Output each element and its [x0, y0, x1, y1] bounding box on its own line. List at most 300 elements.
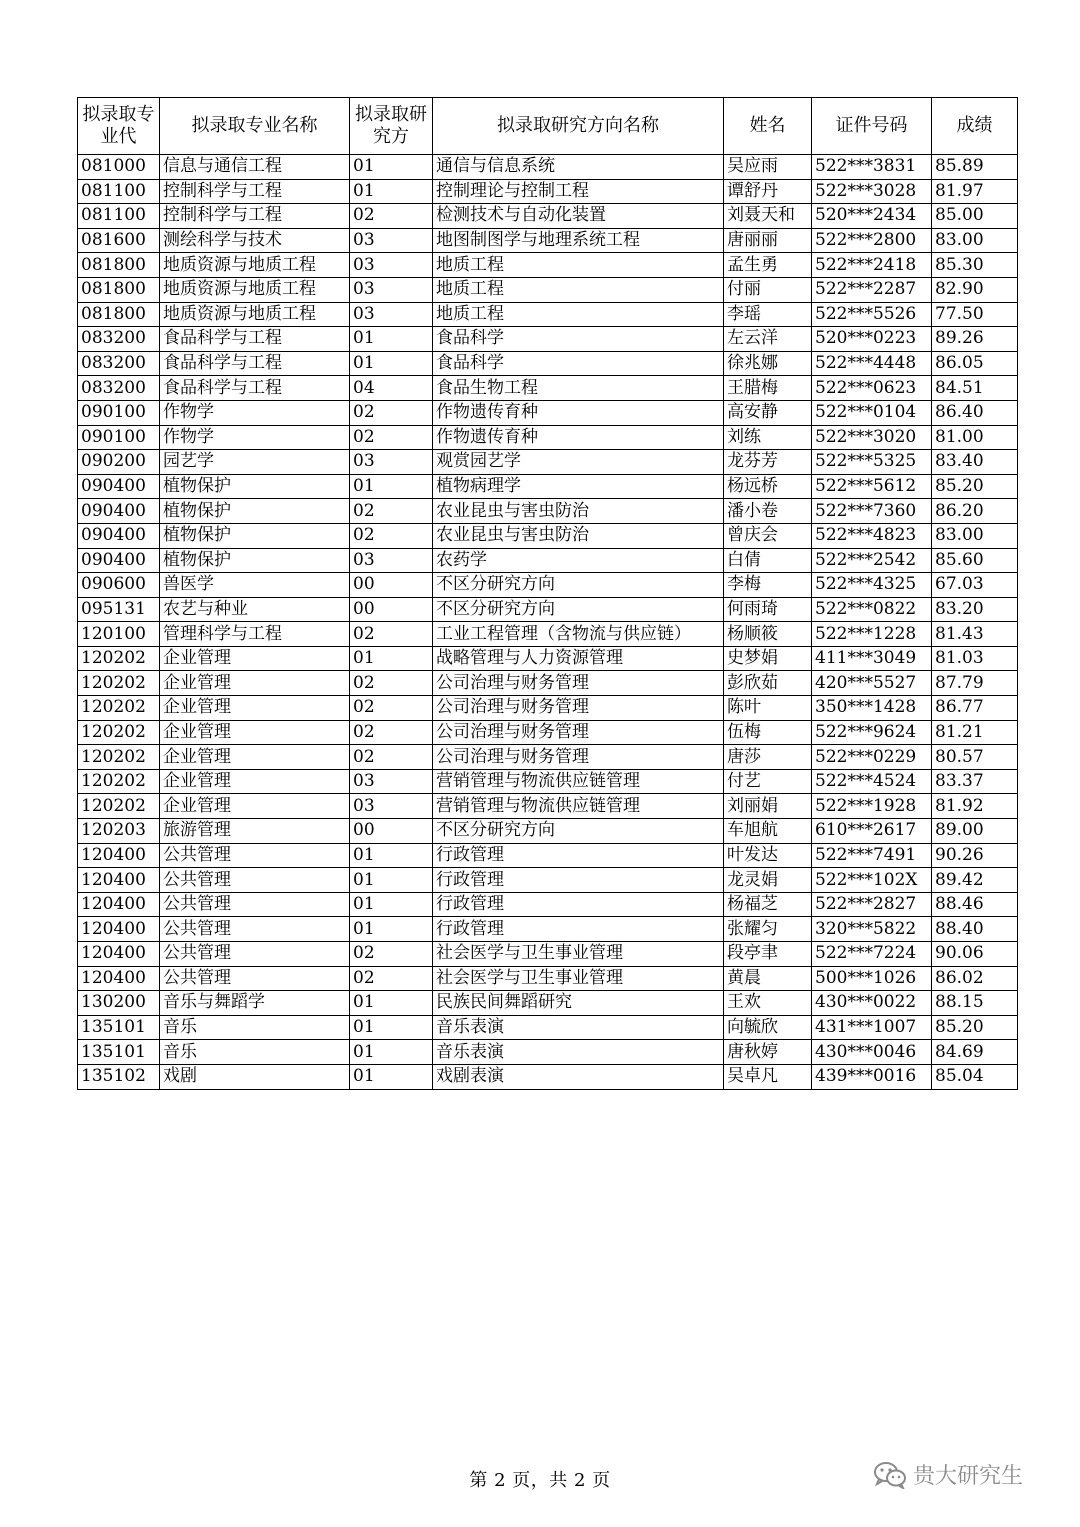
table-row	[78, 942, 1018, 967]
name-cell: 左云洋	[724, 327, 812, 352]
table-row	[78, 892, 1018, 917]
direction-name-cell: 公司治理与财务管理	[433, 720, 724, 745]
score-cell: 84.51	[932, 376, 1018, 401]
major-code-cell: 090400	[78, 548, 160, 573]
name-cell: 曾庆会	[724, 523, 812, 548]
score-cell: 84.69	[932, 1040, 1018, 1065]
score-cell: 88.46	[932, 892, 1018, 917]
major-name-cell: 控制科学与工程	[160, 204, 350, 229]
major-name-cell: 公共管理	[160, 843, 350, 868]
direction-name-cell: 营销管理与物流供应链管理	[433, 794, 724, 819]
name-cell: 伍梅	[724, 720, 812, 745]
major-code-cell: 090200	[78, 450, 160, 475]
table-row	[78, 917, 1018, 942]
name-cell: 吴应雨	[724, 155, 812, 180]
table-row	[78, 868, 1018, 893]
direction-name-cell: 作物遗传育种	[433, 425, 724, 450]
table-row	[78, 696, 1018, 721]
major-name-cell: 企业管理	[160, 646, 350, 671]
id-number-cell: 522***5325	[812, 450, 932, 475]
table-row	[78, 966, 1018, 991]
direction-name-cell: 食品生物工程	[433, 376, 724, 401]
table-row	[78, 573, 1018, 598]
major-code-cell: 095131	[78, 597, 160, 622]
direction-code-cell: 03	[350, 450, 433, 475]
name-cell: 张耀匀	[724, 917, 812, 942]
name-cell: 李瑶	[724, 302, 812, 327]
score-cell: 85.20	[932, 1015, 1018, 1040]
table-row	[78, 253, 1018, 278]
watermark	[873, 1459, 1023, 1490]
name-cell: 唐丽丽	[724, 228, 812, 253]
id-number-cell: 430***0022	[812, 991, 932, 1016]
major-code-cell: 081800	[78, 302, 160, 327]
major-name-cell: 戏剧	[160, 1064, 350, 1089]
direction-code-cell: 02	[350, 720, 433, 745]
header-score: 成绩	[932, 98, 1018, 155]
header-id-number: 证件号码	[812, 98, 932, 155]
table-row	[78, 179, 1018, 204]
table-row	[78, 277, 1018, 302]
direction-name-cell: 行政管理	[433, 917, 724, 942]
major-name-cell: 公共管理	[160, 868, 350, 893]
table-row	[78, 646, 1018, 671]
direction-name-cell: 营销管理与物流供应链管理	[433, 769, 724, 794]
major-name-cell: 信息与通信工程	[160, 155, 350, 180]
score-cell: 81.21	[932, 720, 1018, 745]
major-name-cell: 食品科学与工程	[160, 327, 350, 352]
score-cell: 81.00	[932, 425, 1018, 450]
id-number-cell: 522***3028	[812, 179, 932, 204]
id-number-cell: 522***1228	[812, 622, 932, 647]
id-number-cell: 500***1026	[812, 966, 932, 991]
direction-code-cell: 00	[350, 573, 433, 598]
direction-code-cell: 03	[350, 253, 433, 278]
name-cell: 杨远桥	[724, 474, 812, 499]
direction-code-cell: 03	[350, 228, 433, 253]
name-cell: 叶发达	[724, 843, 812, 868]
id-number-cell: 320***5822	[812, 917, 932, 942]
score-cell: 81.43	[932, 622, 1018, 647]
score-cell: 67.03	[932, 573, 1018, 598]
direction-code-cell: 02	[350, 745, 433, 770]
name-cell: 龙灵娟	[724, 868, 812, 893]
table-row	[78, 1040, 1018, 1065]
direction-name-cell: 不区分研究方向	[433, 573, 724, 598]
direction-code-cell: 02	[350, 696, 433, 721]
major-code-cell: 081800	[78, 277, 160, 302]
table-row	[78, 671, 1018, 696]
major-code-cell: 120400	[78, 942, 160, 967]
major-code-cell: 135102	[78, 1064, 160, 1089]
direction-code-cell: 03	[350, 302, 433, 327]
major-code-cell: 120202	[78, 745, 160, 770]
direction-name-cell: 地质工程	[433, 253, 724, 278]
direction-code-cell: 01	[350, 1015, 433, 1040]
name-cell: 彭欣茹	[724, 671, 812, 696]
major-name-cell: 植物保护	[160, 499, 350, 524]
direction-code-cell: 01	[350, 155, 433, 180]
direction-code-cell: 03	[350, 277, 433, 302]
name-cell: 杨福芝	[724, 892, 812, 917]
name-cell: 段亭聿	[724, 942, 812, 967]
direction-name-cell: 农药学	[433, 548, 724, 573]
major-code-cell: 083200	[78, 327, 160, 352]
major-code-cell: 090600	[78, 573, 160, 598]
direction-name-cell: 农业昆虫与害虫防治	[433, 499, 724, 524]
table-row	[78, 819, 1018, 844]
major-code-cell: 081100	[78, 204, 160, 229]
direction-code-cell: 03	[350, 548, 433, 573]
major-code-cell: 081100	[78, 179, 160, 204]
score-cell: 85.04	[932, 1064, 1018, 1089]
score-cell: 81.92	[932, 794, 1018, 819]
direction-name-cell: 战略管理与人力资源管理	[433, 646, 724, 671]
table-row	[78, 843, 1018, 868]
direction-name-cell: 戏剧表演	[433, 1064, 724, 1089]
name-cell: 刘丽娟	[724, 794, 812, 819]
major-name-cell: 测绘科学与技术	[160, 228, 350, 253]
id-number-cell: 520***0223	[812, 327, 932, 352]
name-cell: 刘练	[724, 425, 812, 450]
major-name-cell: 旅游管理	[160, 819, 350, 844]
direction-name-cell: 不区分研究方向	[433, 819, 724, 844]
major-name-cell: 食品科学与工程	[160, 376, 350, 401]
direction-code-cell: 01	[350, 843, 433, 868]
direction-name-cell: 通信与信息系统	[433, 155, 724, 180]
direction-name-cell: 音乐表演	[433, 1040, 724, 1065]
id-number-cell: 522***2827	[812, 892, 932, 917]
major-code-cell: 120202	[78, 646, 160, 671]
major-code-cell: 081000	[78, 155, 160, 180]
major-code-cell: 090400	[78, 474, 160, 499]
name-cell: 杨顺筱	[724, 622, 812, 647]
major-name-cell: 作物学	[160, 400, 350, 425]
major-code-cell: 120202	[78, 794, 160, 819]
name-cell: 唐秋婷	[724, 1040, 812, 1065]
table-row	[78, 351, 1018, 376]
major-name-cell: 地质资源与地质工程	[160, 302, 350, 327]
major-code-cell: 081600	[78, 228, 160, 253]
table-row	[78, 450, 1018, 475]
score-cell: 86.05	[932, 351, 1018, 376]
score-cell: 88.40	[932, 917, 1018, 942]
score-cell: 86.02	[932, 966, 1018, 991]
direction-name-cell: 地质工程	[433, 302, 724, 327]
major-code-cell: 120400	[78, 843, 160, 868]
id-number-cell: 522***5612	[812, 474, 932, 499]
direction-code-cell: 01	[350, 474, 433, 499]
direction-code-cell: 01	[350, 351, 433, 376]
score-cell: 81.97	[932, 179, 1018, 204]
id-number-cell: 522***3831	[812, 155, 932, 180]
score-cell: 83.20	[932, 597, 1018, 622]
name-cell: 孟生勇	[724, 253, 812, 278]
table-row	[78, 622, 1018, 647]
major-name-cell: 作物学	[160, 425, 350, 450]
id-number-cell: 522***7360	[812, 499, 932, 524]
major-name-cell: 公共管理	[160, 966, 350, 991]
direction-name-cell: 地图制图学与地理系统工程	[433, 228, 724, 253]
score-cell: 88.15	[932, 991, 1018, 1016]
table-row	[78, 720, 1018, 745]
major-code-cell: 130200	[78, 991, 160, 1016]
id-number-cell: 522***4325	[812, 573, 932, 598]
direction-name-cell: 观赏园艺学	[433, 450, 724, 475]
score-cell: 83.37	[932, 769, 1018, 794]
name-cell: 吴卓凡	[724, 1064, 812, 1089]
header-row	[78, 98, 1018, 155]
direction-code-cell: 02	[350, 204, 433, 229]
score-cell: 81.03	[932, 646, 1018, 671]
direction-name-cell: 工业工程管理（含物流与供应链）	[433, 622, 724, 647]
major-name-cell: 园艺学	[160, 450, 350, 475]
direction-code-cell: 00	[350, 819, 433, 844]
table-row	[78, 597, 1018, 622]
name-cell: 白倩	[724, 548, 812, 573]
name-cell: 谭舒丹	[724, 179, 812, 204]
id-number-cell: 439***0016	[812, 1064, 932, 1089]
id-number-cell: 430***0046	[812, 1040, 932, 1065]
direction-name-cell: 公司治理与财务管理	[433, 745, 724, 770]
direction-name-cell: 食品科学	[433, 327, 724, 352]
direction-name-cell: 农业昆虫与害虫防治	[433, 523, 724, 548]
score-cell: 86.77	[932, 696, 1018, 721]
page-footer: 第 2 页，共 2 页	[469, 1470, 611, 1491]
major-name-cell: 企业管理	[160, 794, 350, 819]
id-number-cell: 431***1007	[812, 1015, 932, 1040]
major-code-cell: 135101	[78, 1040, 160, 1065]
major-name-cell: 企业管理	[160, 671, 350, 696]
major-code-cell: 090400	[78, 523, 160, 548]
table-row	[78, 376, 1018, 401]
id-number-cell: 522***3020	[812, 425, 932, 450]
header-major-code: 拟录取专业代	[78, 98, 160, 155]
major-name-cell: 企业管理	[160, 720, 350, 745]
direction-name-cell: 食品科学	[433, 351, 724, 376]
direction-name-cell: 检测技术与自动化装置	[433, 204, 724, 229]
major-name-cell: 公共管理	[160, 942, 350, 967]
id-number-cell: 522***0822	[812, 597, 932, 622]
id-number-cell: 522***4524	[812, 769, 932, 794]
name-cell: 付丽	[724, 277, 812, 302]
major-name-cell: 音乐与舞蹈学	[160, 991, 350, 1016]
id-number-cell: 522***5526	[812, 302, 932, 327]
major-code-cell: 120202	[78, 769, 160, 794]
major-code-cell: 081800	[78, 253, 160, 278]
id-number-cell: 522***2800	[812, 228, 932, 253]
id-number-cell: 522***0623	[812, 376, 932, 401]
direction-name-cell: 民族民间舞蹈研究	[433, 991, 724, 1016]
table-row	[78, 1064, 1018, 1089]
major-name-cell: 管理科学与工程	[160, 622, 350, 647]
direction-code-cell: 02	[350, 942, 433, 967]
direction-name-cell: 公司治理与财务管理	[433, 696, 724, 721]
major-code-cell: 120202	[78, 720, 160, 745]
name-cell: 向毓欣	[724, 1015, 812, 1040]
name-cell: 王腊梅	[724, 376, 812, 401]
id-number-cell: 522***1928	[812, 794, 932, 819]
direction-name-cell: 地质工程	[433, 277, 724, 302]
direction-code-cell: 02	[350, 523, 433, 548]
table-row	[78, 1015, 1018, 1040]
header-major-name: 拟录取专业名称	[160, 98, 350, 155]
major-code-cell: 120203	[78, 819, 160, 844]
direction-code-cell: 04	[350, 376, 433, 401]
major-name-cell: 企业管理	[160, 745, 350, 770]
direction-name-cell: 行政管理	[433, 892, 724, 917]
score-cell: 90.26	[932, 843, 1018, 868]
major-name-cell: 植物保护	[160, 474, 350, 499]
id-number-cell: 522***7224	[812, 942, 932, 967]
table-row	[78, 425, 1018, 450]
major-name-cell: 农艺与种业	[160, 597, 350, 622]
score-cell: 90.06	[932, 942, 1018, 967]
major-name-cell: 地质资源与地质工程	[160, 253, 350, 278]
name-cell: 史梦娟	[724, 646, 812, 671]
table-row	[78, 327, 1018, 352]
score-cell: 85.00	[932, 204, 1018, 229]
direction-name-cell: 行政管理	[433, 843, 724, 868]
name-cell: 付艺	[724, 769, 812, 794]
score-cell: 89.26	[932, 327, 1018, 352]
direction-code-cell: 02	[350, 499, 433, 524]
major-code-cell: 090100	[78, 400, 160, 425]
direction-code-cell: 02	[350, 671, 433, 696]
header-name: 姓名	[724, 98, 812, 155]
major-code-cell: 120202	[78, 671, 160, 696]
id-number-cell: 522***102X	[812, 868, 932, 893]
major-code-cell: 135101	[78, 1015, 160, 1040]
score-cell: 87.79	[932, 671, 1018, 696]
major-code-cell: 090100	[78, 425, 160, 450]
direction-name-cell: 控制理论与控制工程	[433, 179, 724, 204]
id-number-cell: 522***2542	[812, 548, 932, 573]
name-cell: 龙芬芳	[724, 450, 812, 475]
direction-code-cell: 01	[350, 991, 433, 1016]
direction-code-cell: 01	[350, 179, 433, 204]
score-cell: 77.50	[932, 302, 1018, 327]
direction-code-cell: 01	[350, 327, 433, 352]
major-code-cell: 120202	[78, 696, 160, 721]
major-code-cell: 120400	[78, 892, 160, 917]
direction-name-cell: 作物遗传育种	[433, 400, 724, 425]
table-body	[78, 155, 1018, 1090]
name-cell: 王欢	[724, 991, 812, 1016]
table-row	[78, 228, 1018, 253]
direction-name-cell: 植物病理学	[433, 474, 724, 499]
major-code-cell: 120400	[78, 917, 160, 942]
table-row	[78, 523, 1018, 548]
major-name-cell: 音乐	[160, 1015, 350, 1040]
score-cell: 89.00	[932, 819, 1018, 844]
score-cell: 85.60	[932, 548, 1018, 573]
direction-name-cell: 社会医学与卫生事业管理	[433, 966, 724, 991]
direction-name-cell: 公司治理与财务管理	[433, 671, 724, 696]
id-number-cell: 520***2434	[812, 204, 932, 229]
direction-code-cell: 02	[350, 400, 433, 425]
major-name-cell: 企业管理	[160, 696, 350, 721]
score-cell: 83.00	[932, 523, 1018, 548]
id-number-cell: 522***7491	[812, 843, 932, 868]
major-name-cell: 植物保护	[160, 523, 350, 548]
name-cell: 唐莎	[724, 745, 812, 770]
direction-code-cell: 01	[350, 1064, 433, 1089]
table-row	[78, 745, 1018, 770]
major-name-cell: 控制科学与工程	[160, 179, 350, 204]
name-cell: 车旭航	[724, 819, 812, 844]
major-name-cell: 音乐	[160, 1040, 350, 1065]
direction-code-cell: 01	[350, 868, 433, 893]
table-row	[78, 474, 1018, 499]
table-row	[78, 548, 1018, 573]
table-row	[78, 155, 1018, 180]
major-name-cell: 地质资源与地质工程	[160, 277, 350, 302]
direction-code-cell: 00	[350, 597, 433, 622]
table-row	[78, 204, 1018, 229]
major-code-cell: 120100	[78, 622, 160, 647]
id-number-cell: 420***5527	[812, 671, 932, 696]
name-cell: 潘小卷	[724, 499, 812, 524]
major-code-cell: 083200	[78, 351, 160, 376]
major-name-cell: 公共管理	[160, 892, 350, 917]
id-number-cell: 522***9624	[812, 720, 932, 745]
major-name-cell: 兽医学	[160, 573, 350, 598]
direction-code-cell: 02	[350, 425, 433, 450]
major-name-cell: 植物保护	[160, 548, 350, 573]
direction-name-cell: 不区分研究方向	[433, 597, 724, 622]
score-cell: 85.20	[932, 474, 1018, 499]
major-code-cell: 083200	[78, 376, 160, 401]
id-number-cell: 610***2617	[812, 819, 932, 844]
name-cell: 李梅	[724, 573, 812, 598]
name-cell: 刘聂天和	[724, 204, 812, 229]
major-code-cell: 120400	[78, 966, 160, 991]
table-row	[78, 769, 1018, 794]
direction-code-cell: 02	[350, 622, 433, 647]
score-cell: 86.40	[932, 400, 1018, 425]
name-cell: 徐兆娜	[724, 351, 812, 376]
watermark-text: 贵大研究生	[913, 1464, 1024, 1489]
score-cell: 83.40	[932, 450, 1018, 475]
id-number-cell: 411***3049	[812, 646, 932, 671]
major-name-cell: 公共管理	[160, 917, 350, 942]
table-row	[78, 991, 1018, 1016]
name-cell: 黄晨	[724, 966, 812, 991]
score-cell: 85.30	[932, 253, 1018, 278]
table-row	[78, 794, 1018, 819]
major-code-cell: 090400	[78, 499, 160, 524]
header-direction-name: 拟录取研究方向名称	[433, 98, 724, 155]
direction-code-cell: 01	[350, 892, 433, 917]
major-name-cell: 食品科学与工程	[160, 351, 350, 376]
name-cell: 陈叶	[724, 696, 812, 721]
direction-code-cell: 01	[350, 1040, 433, 1065]
table-row	[78, 302, 1018, 327]
direction-name-cell: 社会医学与卫生事业管理	[433, 942, 724, 967]
wechat-icon	[873, 1461, 907, 1489]
table-row	[78, 400, 1018, 425]
score-cell: 83.00	[932, 228, 1018, 253]
direction-code-cell: 03	[350, 769, 433, 794]
direction-code-cell: 01	[350, 917, 433, 942]
score-cell: 82.90	[932, 277, 1018, 302]
id-number-cell: 522***2418	[812, 253, 932, 278]
id-number-cell: 522***2287	[812, 277, 932, 302]
id-number-cell: 522***0229	[812, 745, 932, 770]
score-cell: 86.20	[932, 499, 1018, 524]
id-number-cell: 522***0104	[812, 400, 932, 425]
